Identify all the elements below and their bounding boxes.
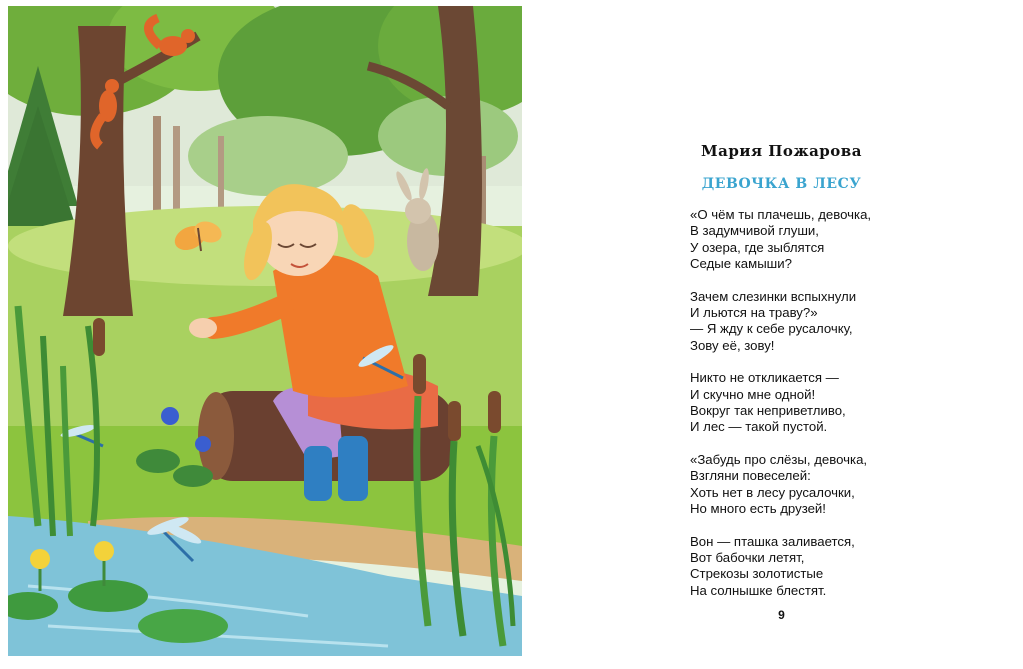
stanza (690, 370, 1010, 436)
poem-line: «О чём ты плачешь, девочка, (690, 207, 872, 222)
poem-line: Зачем слезинки вспыхнули (690, 288, 857, 304)
poem-body (690, 207, 1010, 615)
author-name: Мария Пожарова (701, 142, 862, 160)
poem-line: У озера, где зыблятся (690, 239, 825, 255)
poem-line: — Я жду к себе русалочку, (690, 321, 853, 337)
poem-line: Хоть нет в лесу русалочки, (690, 484, 855, 500)
poem-line: В задумчивой глуши, (690, 223, 819, 239)
poem-line: Седые камыши? (690, 256, 792, 272)
poem-line: Но много есть друзей! (690, 501, 826, 517)
stanza (690, 534, 1010, 600)
poem-line: Вот бабочки летят, (690, 549, 805, 565)
poem-line: Вон — пташка заливается, (690, 533, 855, 549)
poem-line: «Забудь про слёзы, девочка, (690, 451, 868, 467)
lily-pad (68, 580, 148, 612)
illustration-art (8, 6, 522, 656)
poem-line: И льются на траву?» (690, 305, 818, 321)
poem-line: Вокруг так неприветливо, (690, 403, 846, 419)
text-page (540, 0, 1023, 669)
poem-title: ДЕВОЧКА В ЛЕСУ (701, 176, 862, 192)
poem-line: На солнышке блестят. (690, 582, 827, 598)
illustration (8, 6, 522, 656)
page-number: 9 (778, 608, 785, 622)
poem-line: Взгляни повеселей: (690, 468, 811, 484)
stanza (690, 207, 1010, 273)
stanza (690, 289, 1010, 355)
poem-line: Зову её, зову! (690, 337, 775, 353)
lily-pad (138, 609, 228, 643)
poem-line: Никто не откликается — (690, 370, 839, 386)
poem-line: И лес — такой пустой. (690, 419, 828, 435)
stanza (690, 452, 1010, 518)
poem-line: Стрекозы золотистые (690, 566, 824, 582)
poem-line: И скучно мне одной! (690, 386, 816, 402)
